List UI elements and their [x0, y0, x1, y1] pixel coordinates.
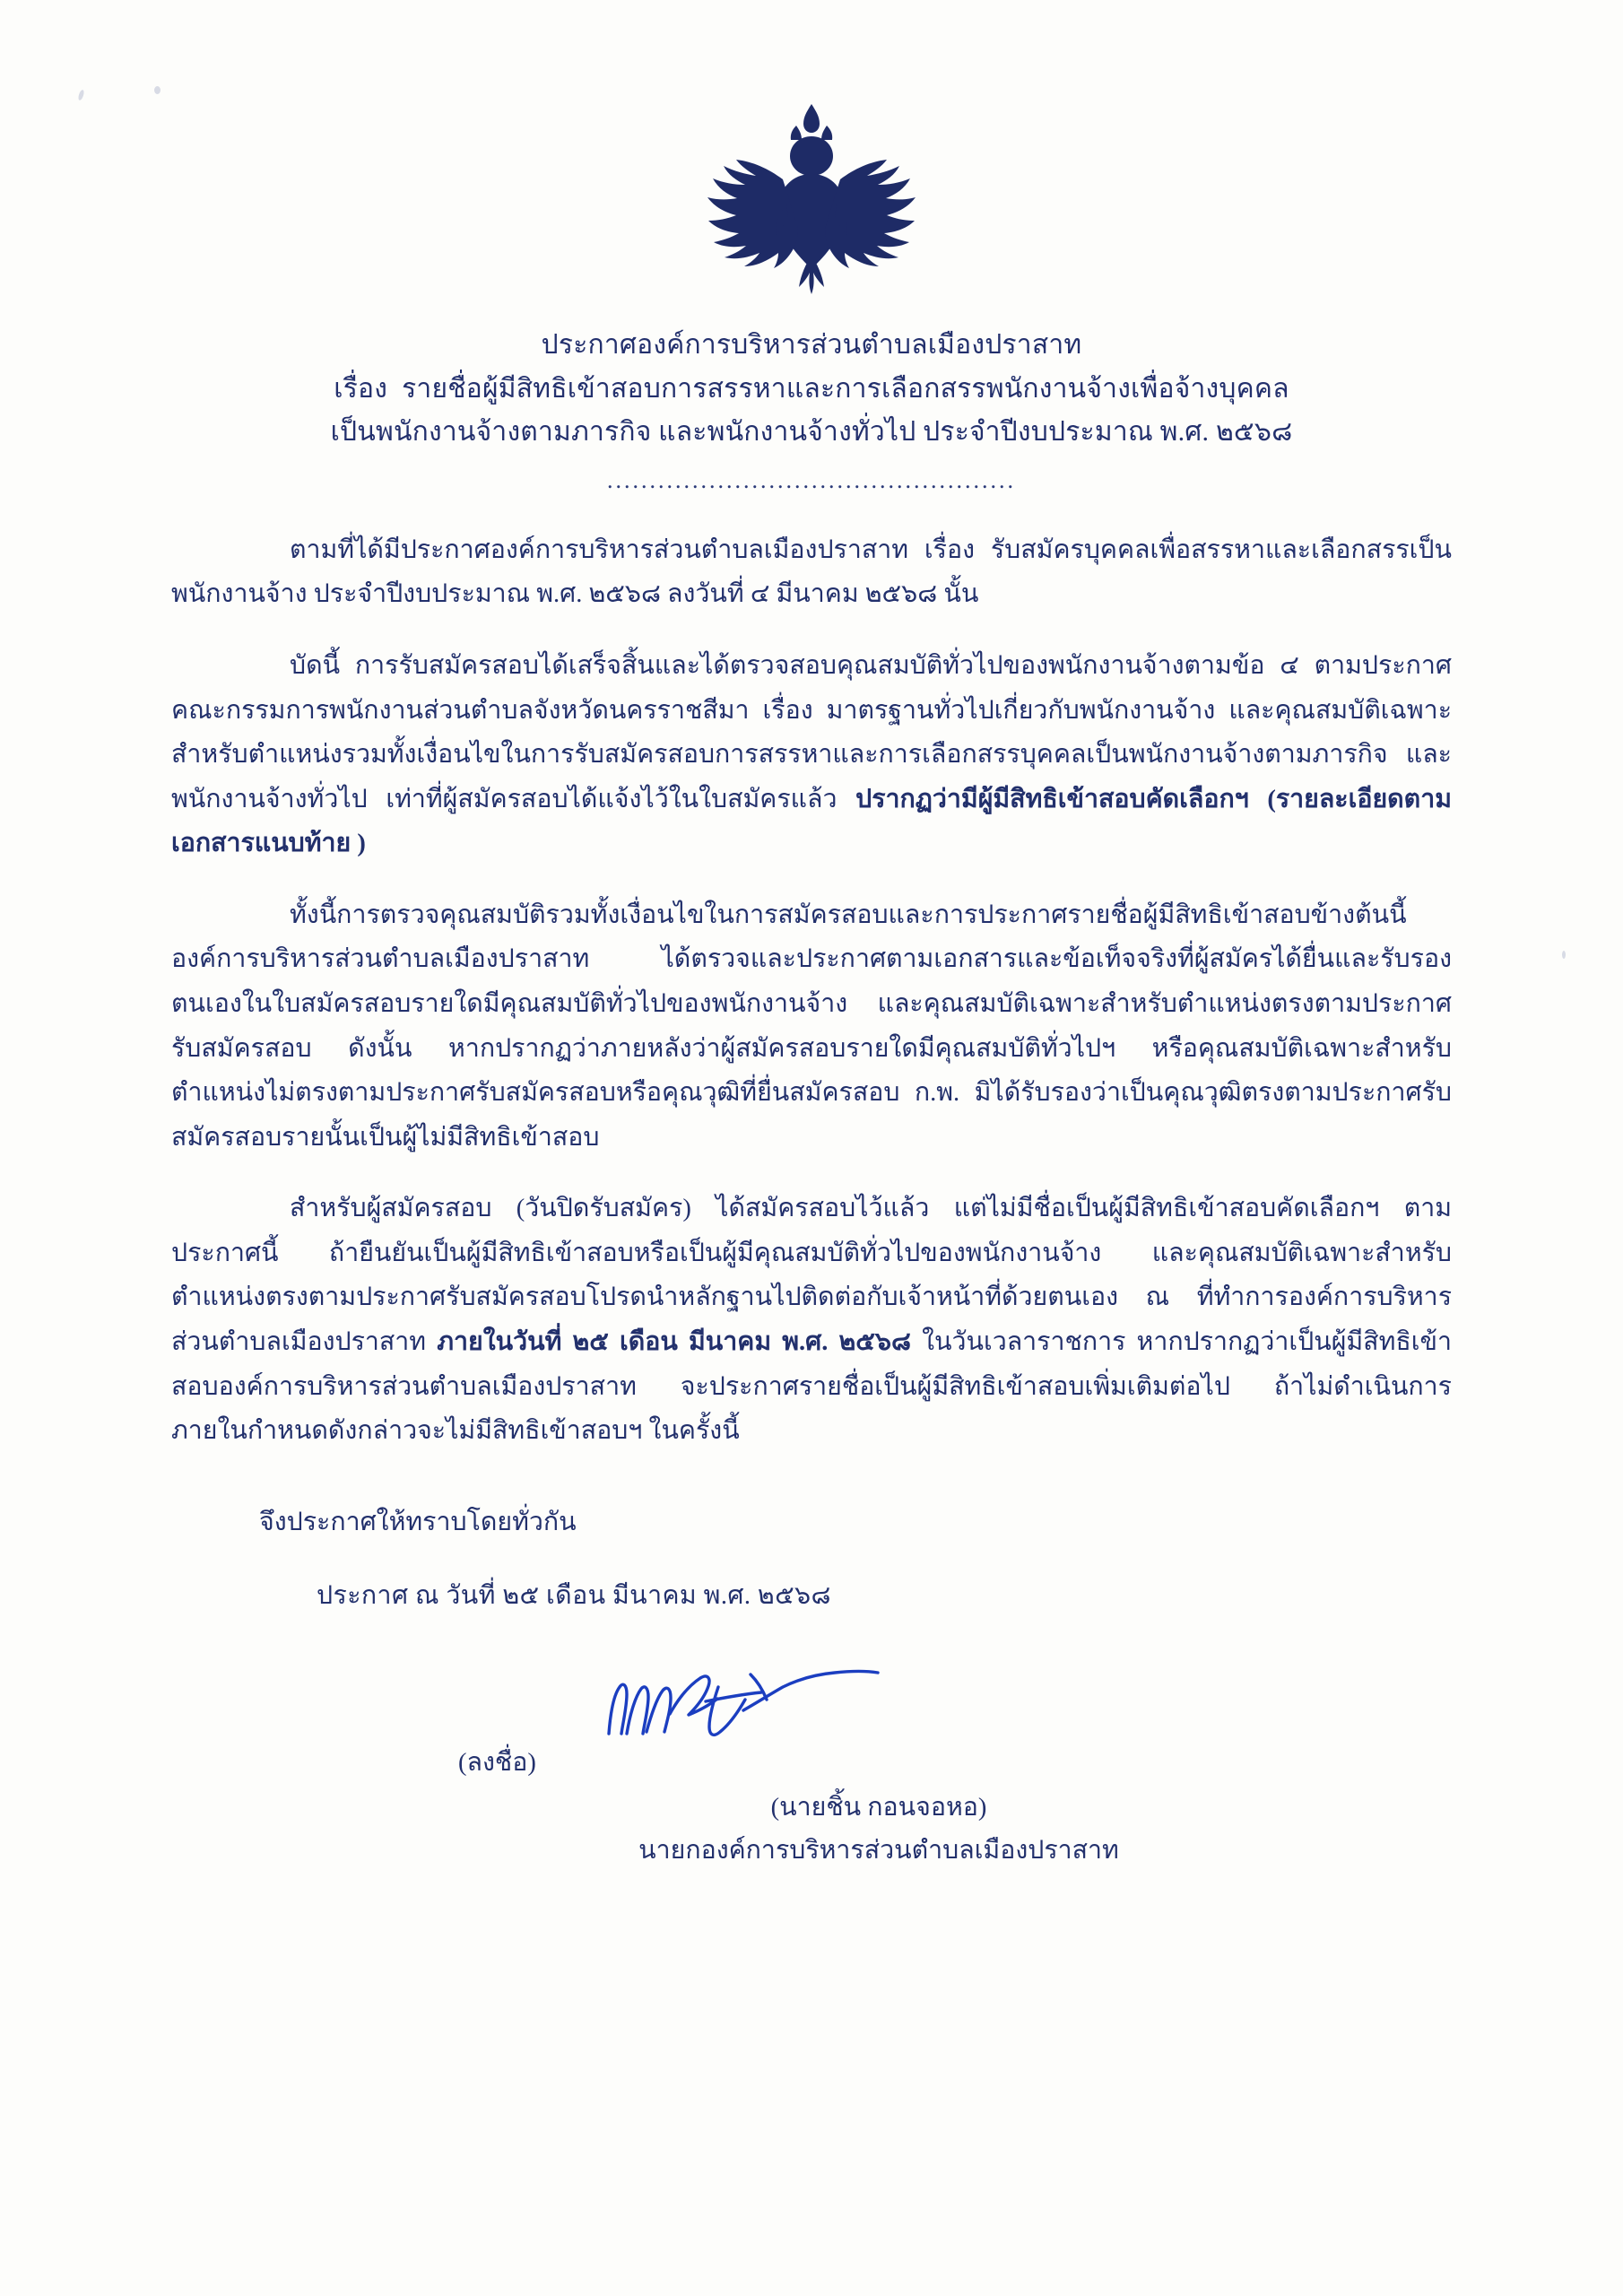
heading-divider: ................................................ [607, 466, 1016, 493]
heading-line-3: เป็นพนักงานจ้างตามภารกิจ และพนักงานจ้างทั่วไป ประจำปีงบประมาณ พ.ศ. ๒๕๖๘ [330, 417, 1293, 448]
handwritten-signature [593, 1651, 889, 1759]
signer-name-wrap [171, 1786, 1452, 1827]
signature-block [171, 1615, 1452, 1884]
paragraph-2 [171, 644, 1452, 866]
garuda-emblem [677, 97, 946, 303]
paragraph-2-emphasis: ปรากฏว่ามีผู้มีสิทธิเข้าสอบคัดเลือกฯ (รายละเอียดตามเอกสารแนบท้าย ) [171, 785, 1452, 858]
signer-role-wrap [171, 1829, 1452, 1870]
paragraph-3-text: ทั้งนี้การตรวจคุณสมบัติรวมทั้งเงื่อนไขในการสมัครสอบและการประกาศรายชื่อผู้มีสิทธิเข้าสอบข้างต้นนี้ องค์การบริหารส่วนตำบลเมืองปราสาท ได้ตรวจและประกาศตามเอกสารและข้อเท็จจริงที่ผู้สมัครได้ยื่นและรับรองตนเองในใบสมัครสอบรายใดมีคุณสมบัติทั่วไปของพนักงานจ้าง และคุณสมบัติเฉพาะสำหรับตำแหน่งตรงตามประกาศรับสมัครสอบ ดังนั้น หากปรากฏว่าภายหลังว่าผู้สมัครสอบรายใดมีคุณสมบัติทั่วไปฯ หรือคุณสมบัติเฉพาะสำหรับตำแหน่งไม่ตรงตามประกาศรับสมัครสอบหรือคุณวุฒิที่ยื่นสมัครสอบ ก.พ. มิได้รับรองว่าเป็นคุณวุฒิตรงตามประกาศรับสมัครสอบรายนั้นเป็นผู้ไม่มีสิทธิเข้าสอบ [171, 900, 1452, 1152]
closing-block [171, 1500, 1452, 1615]
document-heading [0, 324, 1623, 455]
paragraph-3 [171, 893, 1452, 1160]
heading-subject-label: เรื่อง [334, 373, 388, 404]
closing-date: ประกาศ ณ วันที่ ๒๕ เดือน มีนาคม พ.ศ. ๒๕๖๘ [317, 1581, 831, 1610]
paragraph-4-deadline: ภายในวันที่ ๒๕ เดือน มีนาคม พ.ศ. ๒๕๖๘ [437, 1328, 911, 1357]
paragraph-1-text: ตามที่ได้มีประกาศองค์การบริหารส่วนตำบลเมืองปราสาท เรื่อง รับสมัครบุคคลเพื่อสรรหาและเลือกสรรเป็นพนักงานจ้าง ประจำปีงบประมาณ พ.ศ. ๒๕๖๘ ลงวันที่ ๔ มีนาคม ๒๕๖๘ นั้น [171, 535, 1452, 609]
signature-label: (ลงชื่อ) [458, 1748, 536, 1777]
heading-line-1: ประกาศองค์การบริหารส่วนตำบลเมืองปราสาท [541, 330, 1082, 360]
heading-subject-text: รายชื่อผู้มีสิทธิเข้าสอบการสรรหาและการเลือกสรรพนักงานจ้างเพื่อจ้างบุคคล [402, 373, 1289, 404]
emblem-container [0, 0, 1623, 308]
document-body [171, 528, 1452, 1454]
signer-name: (นายชิ้น กอนจอหอ) [770, 1793, 987, 1822]
paragraph-4-text-b: ในวันเวลาราชการ หากปรากฏว่าเป็นผู้มีสิทธิเข้าสอบองค์การบริหารส่วนตำบลเมืองปราสาท จะประกาศรายชื่อเป็นผู้มีสิทธิเข้าสอบเพิ่มเติมต่อไป ถ้าไม่ดำเนินการภายในกำหนดดังกล่าวจะไม่มีสิทธิเข้าสอบฯ ในครั้งนี้ [171, 1328, 1452, 1446]
heading-line-2 [0, 368, 1623, 412]
paragraph-4-text-a: สำหรับผู้สมัครสอบ (วันปิดรับสมัคร) ได้สมัครสอบไว้แล้ว แต่ไม่มีชื่อเป็นผู้มีสิทธิเข้าสอบคัดเลือกฯ ตามประกาศนี้ ถ้ายืนยันเป็นผู้มีสิทธิเข้าสอบหรือเป็นผู้มีคุณสมบัติทั่วไปของพนักงานจ้าง และคุณสมบัติเฉพาะสำหรับตำแหน่งตรงตามประกาศรับสมัครสอบโปรดนำหลักฐานไปติดต่อกับเจ้าหน้าที่ด้วยตนเอง ณ ที่ทำการองค์การบริหารส่วนตำบลเมืองปราสาท [171, 1195, 1452, 1357]
paragraph-4 [171, 1187, 1452, 1453]
closing-notice: จึงประกาศให้ทราบโดยทั่วกัน [259, 1508, 577, 1536]
paragraph-2-text: บัดนี้ การรับสมัครสอบได้เสร็จสิ้นและได้ตรวจสอบคุณสมบัติทั่วไปของพนักงานจ้างตามข้อ ๔ ตามประกาศคณะกรรมการพนักงานส่วนตำบลจังหวัดนครราชสีมา เรื่อง มาตรฐานทั่วไปเกี่ยวกับพนักงานจ้าง และคุณสมบัติเฉพาะสำหรับตำแหน่งรวมทั้งเงื่อนไขในการรับสมัครสอบการสรรหาและการเลือกสรรบุคคลเป็นพนักงานจ้างตามภารกิจ และพนักงานจ้างทั่วไป เท่าที่ผู้สมัครสอบได้แจ้งไว้ในใบสมัครแล้ว [171, 651, 1452, 813]
signer-role: นายกองค์การบริหารส่วนตำบลเมืองปราสาท [638, 1836, 1119, 1865]
paragraph-1 [171, 528, 1452, 617]
